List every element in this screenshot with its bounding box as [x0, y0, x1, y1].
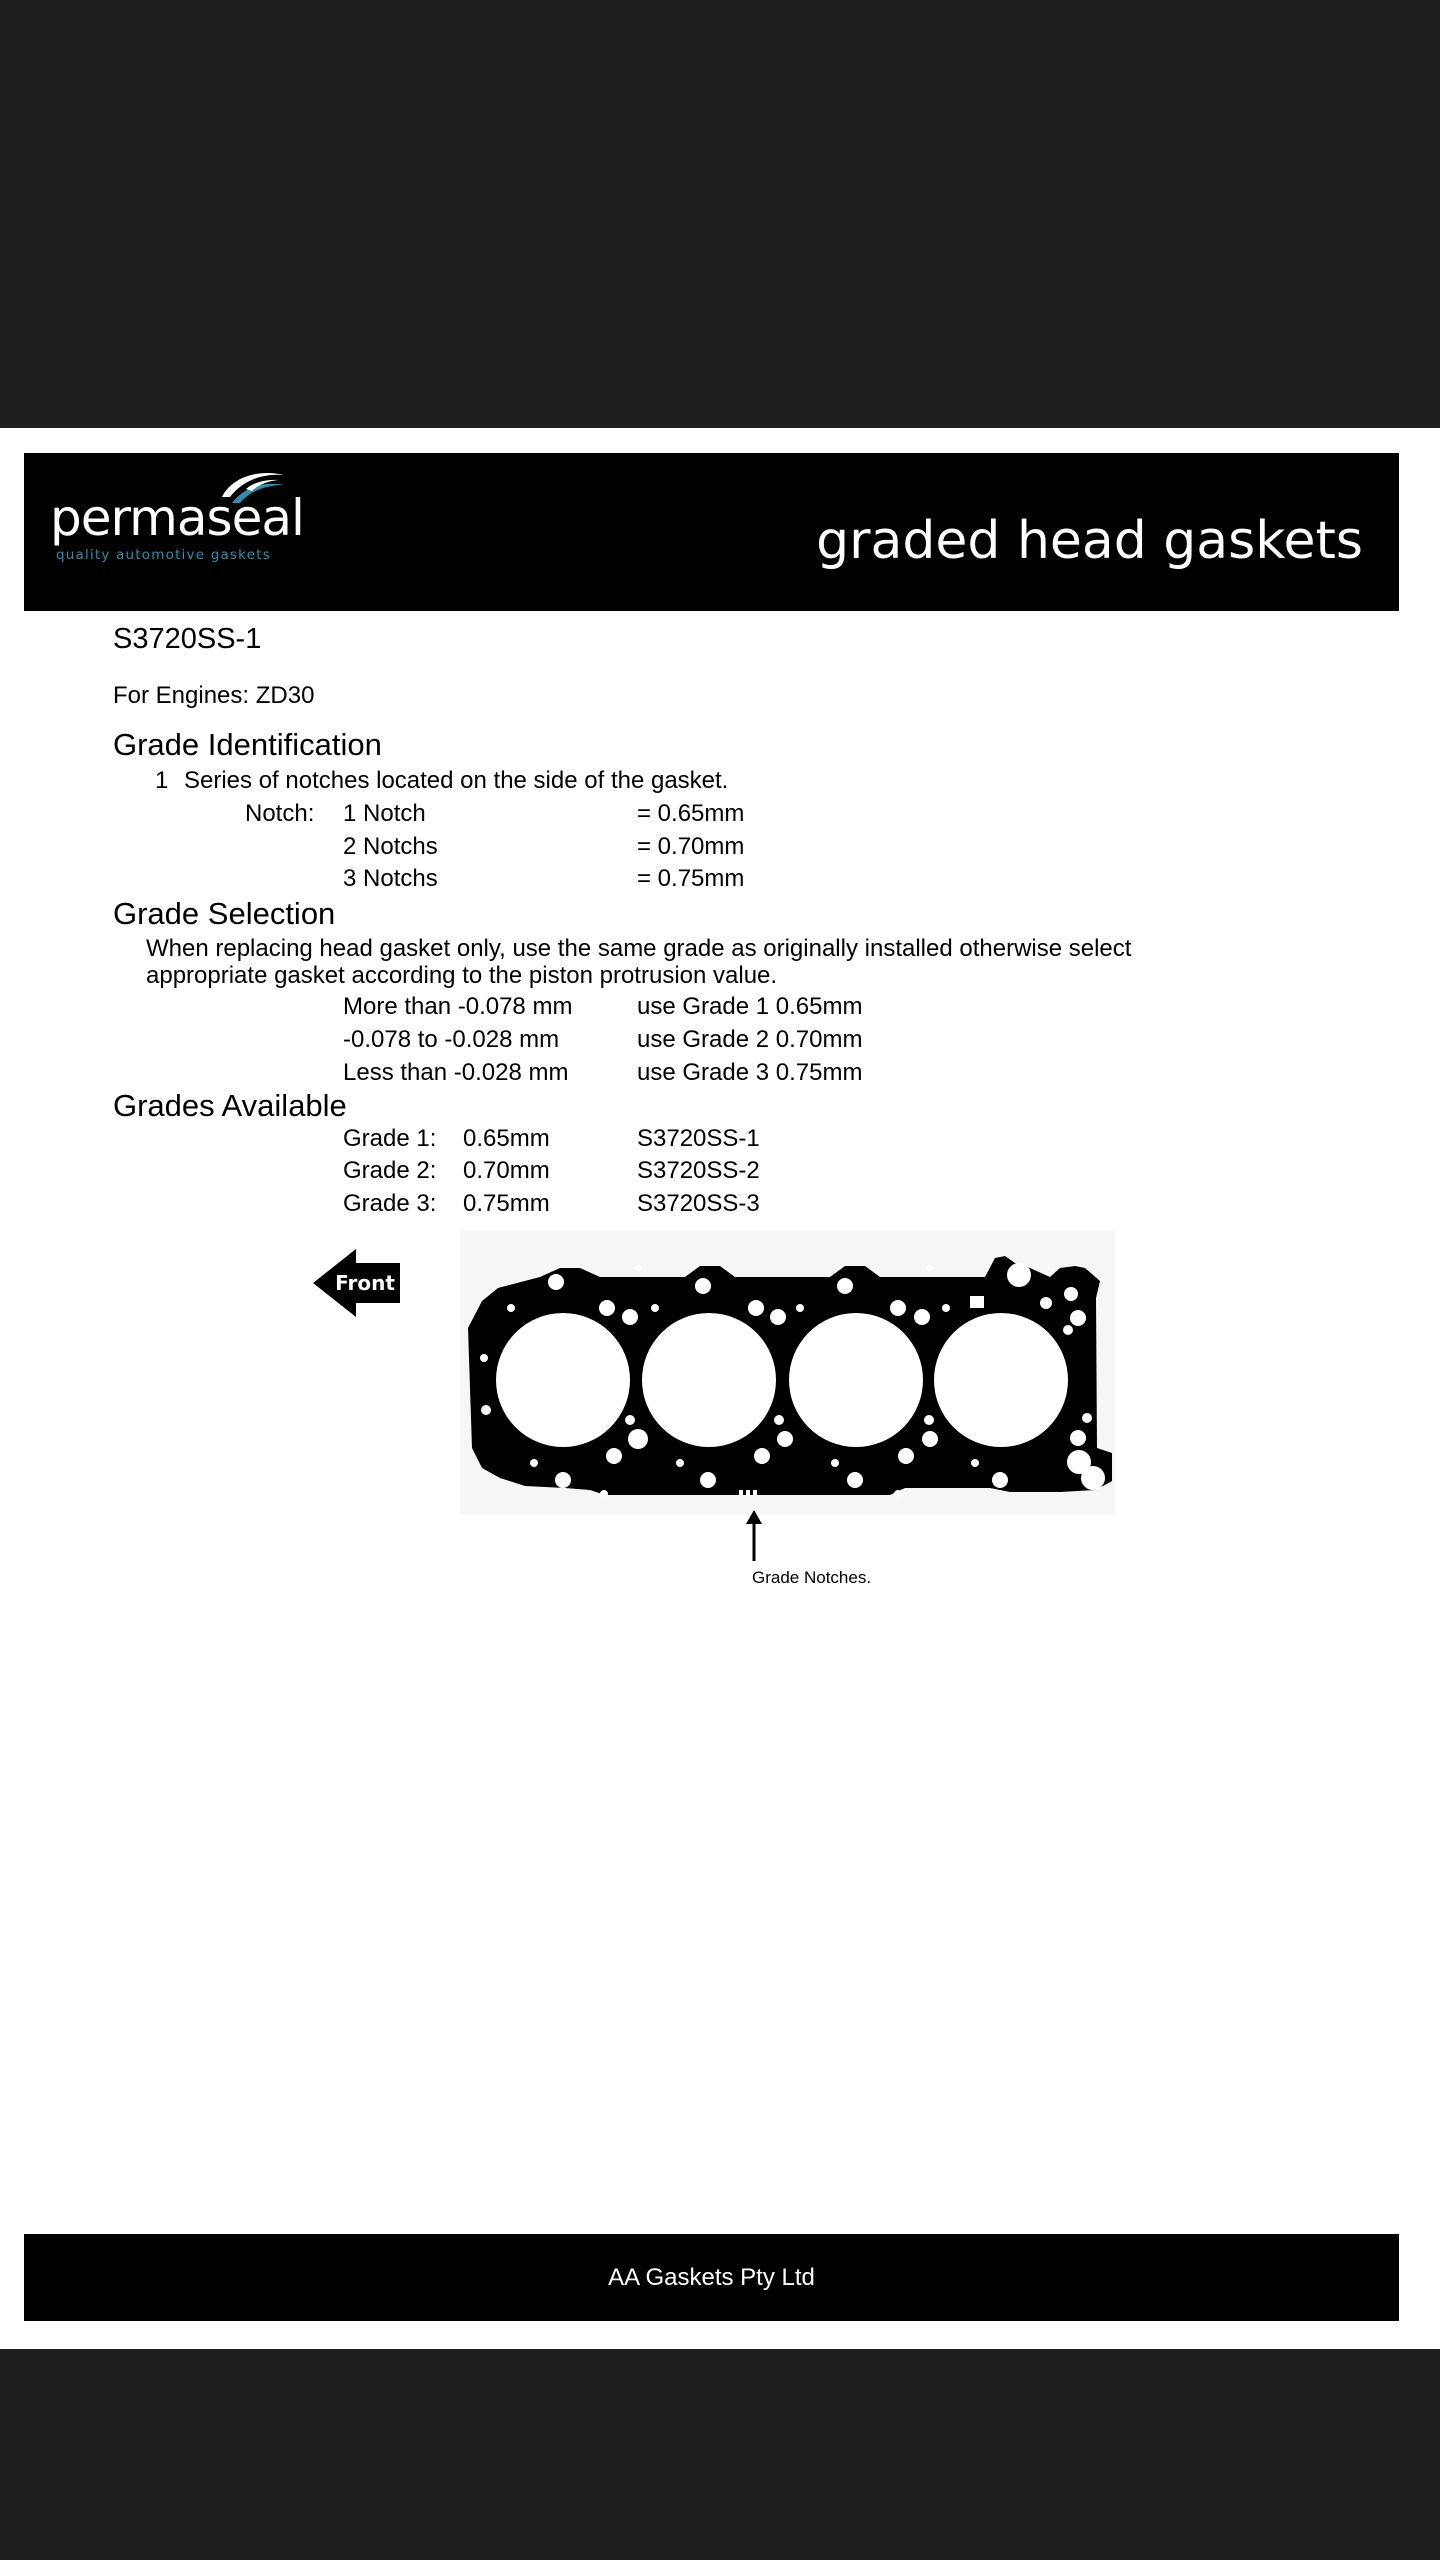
engines-line: For Engines: ZD30 [113, 682, 315, 709]
grade-thickness: 0.75mm [463, 1190, 550, 1217]
grade-selection-heading: Grade Selection [113, 896, 336, 931]
footer-company: AA Gaskets Pty Ltd [608, 2263, 815, 2291]
grade-notches-marks [739, 1490, 757, 1495]
notch-value: = 0.70mm [637, 833, 745, 860]
protrusion-grade: use Grade 2 0.70mm [637, 1026, 863, 1053]
grade-name: Grade 1: [343, 1125, 437, 1152]
grade-part-number: S3720SS-1 [637, 1125, 760, 1152]
gasket-diagram [0, 428, 1440, 1628]
protrusion-grade: use Grade 1 0.65mm [637, 993, 863, 1020]
part-number: S3720SS-1 [113, 623, 262, 655]
grade-part-number: S3720SS-2 [637, 1157, 760, 1184]
grade-identification-heading: Grade Identification [113, 727, 382, 762]
head-gasket-shape [468, 1256, 1112, 1498]
notch-value: = 0.65mm [637, 800, 745, 827]
notch-label: Notch: [245, 800, 315, 827]
grade-selection-text-line2: appropriate gasket according to the piston protrusion value. [146, 962, 778, 989]
footer-bar [24, 2234, 1399, 2321]
grade-name: Grade 3: [343, 1190, 437, 1217]
front-label: Front [335, 1271, 395, 1295]
grades-available-heading: Grades Available [113, 1088, 347, 1123]
protrusion-range: -0.078 to -0.028 mm [343, 1026, 560, 1053]
notch-value: = 0.75mm [637, 865, 745, 892]
grade-thickness: 0.65mm [463, 1125, 550, 1152]
notch-count: 1 Notch [343, 800, 426, 827]
protrusion-range: More than -0.078 mm [343, 993, 573, 1020]
document-page [0, 428, 1440, 2349]
grade-notches-label: Grade Notches. [752, 1568, 872, 1587]
grade-identification-item-number: 1 [155, 767, 169, 794]
up-arrow-icon [746, 1510, 762, 1561]
logo-tagline: quality automotive gaskets [56, 547, 271, 563]
protrusion-range: Less than -0.028 mm [343, 1059, 569, 1086]
grade-selection-text-line1: When replacing head gasket only, use the same grade as originally installed otherwise select [146, 935, 1132, 962]
logo-wordmark: permaseal [50, 489, 304, 547]
grade-thickness: 0.70mm [463, 1157, 550, 1184]
front-arrow-icon [313, 1249, 400, 1317]
notch-count: 3 Notchs [343, 865, 438, 892]
protrusion-grade: use Grade 3 0.75mm [637, 1059, 863, 1086]
notch-count: 2 Notchs [343, 833, 438, 860]
grade-name: Grade 2: [343, 1157, 437, 1184]
grade-part-number: S3720SS-3 [637, 1190, 760, 1217]
grade-identification-item-text: Series of notches located on the side of the gasket. [184, 767, 729, 794]
header-title: graded head gaskets [816, 511, 1363, 571]
